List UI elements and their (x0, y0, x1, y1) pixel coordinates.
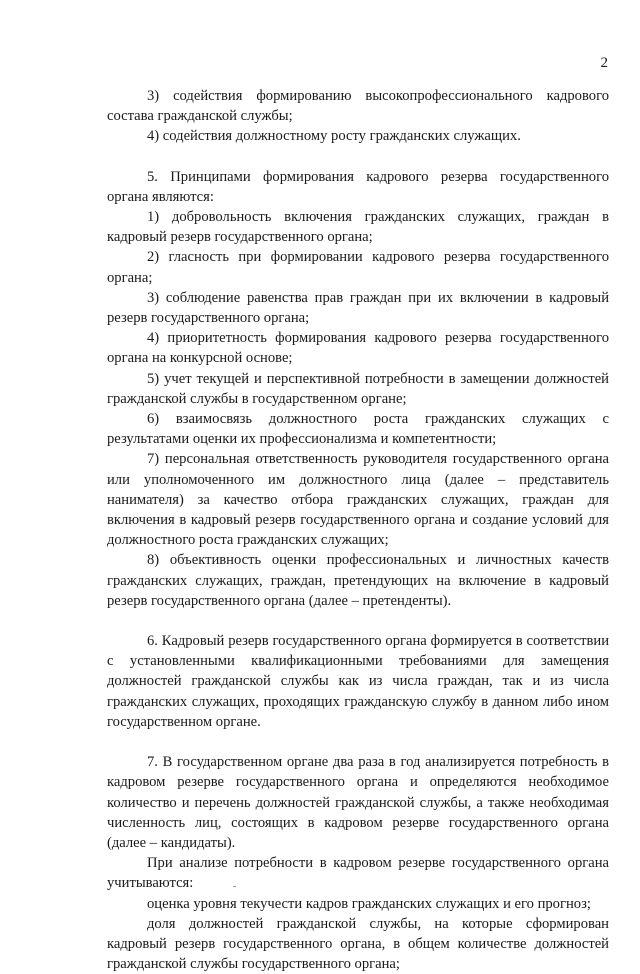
paragraph: 2) гласность при формировании кадрового резерва государственного органа; (107, 249, 609, 286)
paragraph: 1) добровольность включения гражданских служащих, граждан в кадровый резерв государственного органа; (107, 209, 609, 246)
paragraph: оценка уровня текучести кадров гражданских служащих и его прогноз; (147, 895, 591, 912)
paragraph: 4) приоритетность формирования кадрового резерва государственного органа на конкурсной основе; (107, 330, 609, 367)
paragraph: доля должностей гражданской службы, на которые сформирован кадровый резерв государственного органа, в общем количестве должностей гражданской службы государственного органа; (107, 915, 609, 973)
paragraph: 6. Кадровый резерв государственного органа формируется в соответствии с установленными квалификационными требованиями для замещения должностей гражданской службы как из числа граждан, так и из числа гражданских служащих, проходящих гражданскую службу в данном либо ином государственном органе. (107, 633, 609, 730)
document-body (107, 86, 609, 974)
paragraph: 4) содействия должностному росту гражданских служащих. (147, 128, 521, 145)
paragraph: При анализе потребности в кадровом резерве государственного органа учитываются: (107, 855, 609, 892)
paragraph: 6) взаимосвязь должностного роста гражданских служащих с результатами оценки их профессионализма и компетентности; (107, 411, 609, 448)
paragraph: 8) объективность оценки профессиональных и личностных качеств гражданских служащих, граждан, претендующих на включение в кадровый резерв государственного органа (далее – претенденты). (107, 552, 609, 609)
paragraph: 7) персональная ответственность руководителя государственного органа или уполномоченного им должностного лица (далее – представитель нанимателя) за качество отбора гражданских служащих, граждан для включения в кадровый резерв государственного органа и создание условий для должностного роста гражданских служащих; (107, 451, 609, 549)
paragraph: 3) содействия формированию высокопрофессионального кадрового состава гражданской службы; (107, 88, 609, 125)
paragraph: 5. Принципами формирования кадрового резерва государственного органа являются: (107, 168, 609, 205)
paragraph: 7. В государственном органе два раза в год анализируется потребность в кадровом резерве государственного органа и определяются необходимое количество и перечень должностей гражданской службы, а также необходимая численность лиц, состоящих в кадровом резерве государственного органа (далее – кандидаты). (107, 754, 609, 851)
paragraph: 5) учет текущей и перспективной потребности в замещении должностей гражданской службы в государственном органе; (107, 370, 609, 407)
page-number: 2 (600, 55, 608, 71)
scan-artifact (233, 886, 236, 887)
paragraph: 3) соблюдение равенства прав граждан при их включении в кадровый резерв государственного органа; (107, 289, 609, 327)
